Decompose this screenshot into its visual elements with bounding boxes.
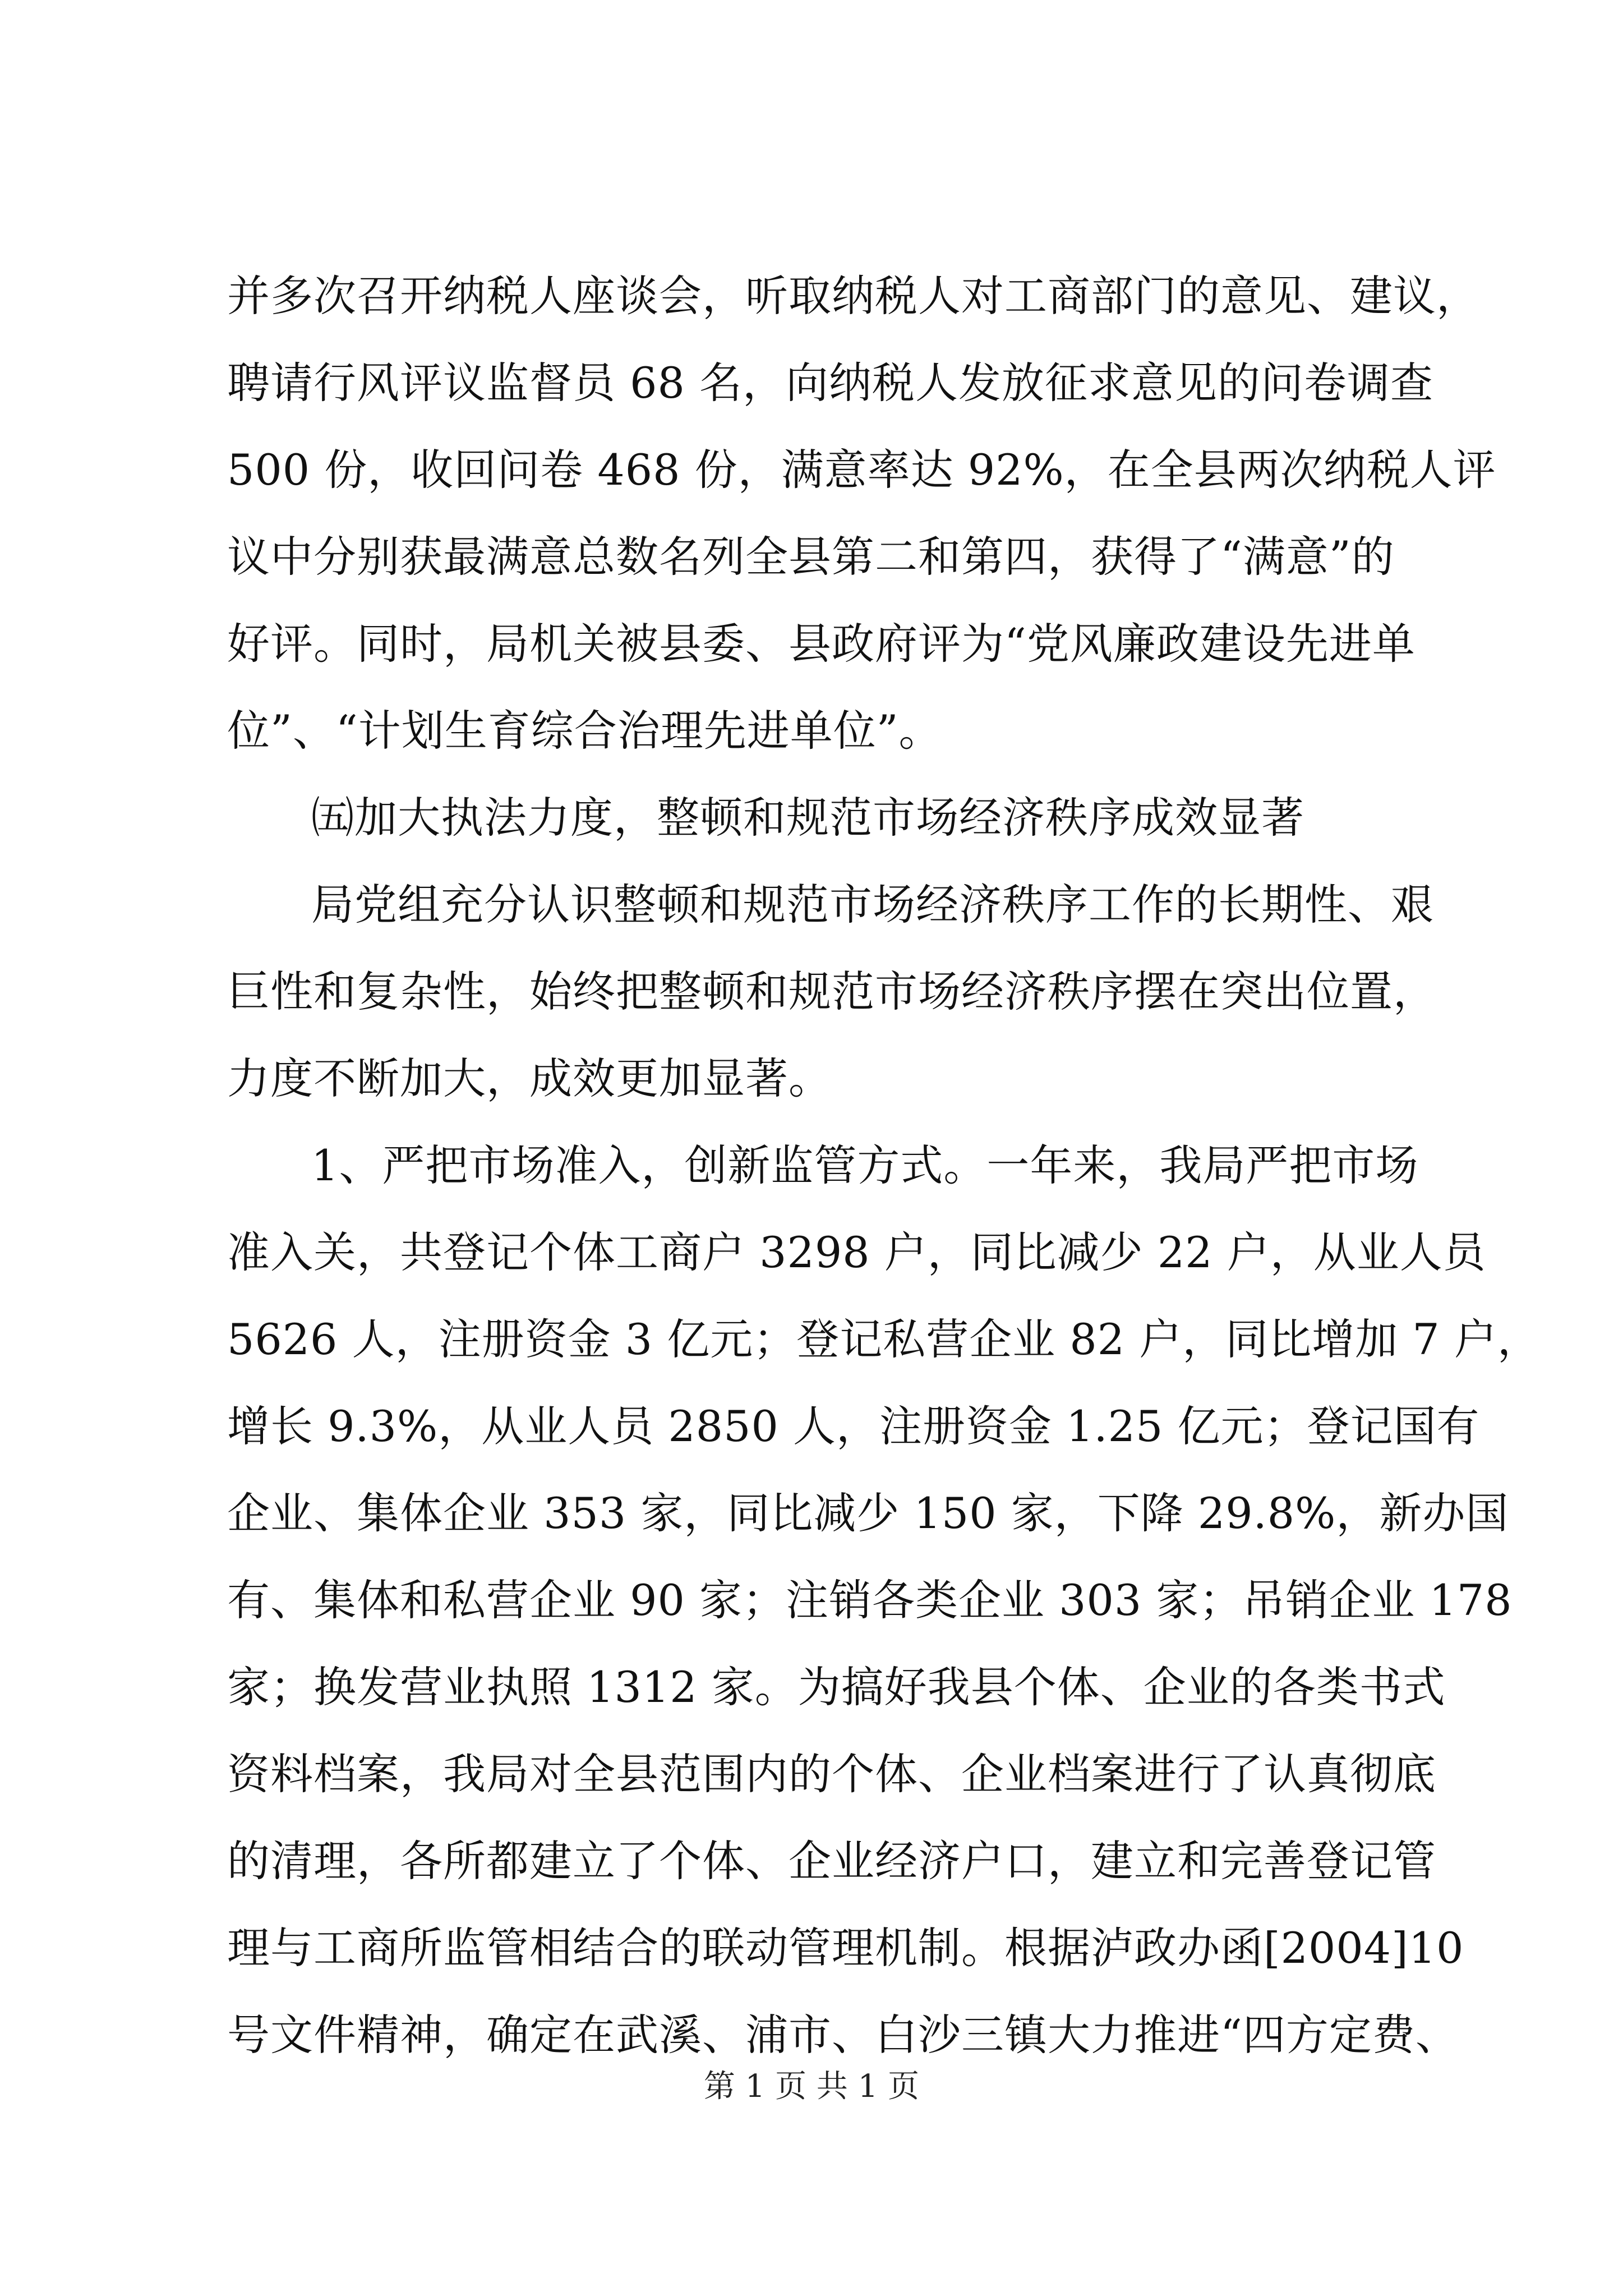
text-line: 理与工商所监管相结合的联动管理机制。根据泸政办函[2004]10 xyxy=(227,1923,1464,1973)
text-line: 聘请行风评议监督员 68 名，向纳税人发放征求意见的问卷调查 xyxy=(227,358,1434,408)
text-line: 巨性和复杂性，始终把整顿和规范市场经济秩序摆在突出位置， xyxy=(227,967,1436,1016)
text-line: 的清理，各所都建立了个体、企业经济户口，建立和完善登记管 xyxy=(227,1836,1436,1886)
text-line: 500 份，收回问卷 468 份，满意率达 92%，在全县两次纳税人评 xyxy=(227,445,1496,495)
text-line: 局党组充分认识整顿和规范市场经济秩序工作的长期性、艰 xyxy=(311,880,1434,930)
document-body xyxy=(227,252,1541,2078)
section-heading: ㈤加大执法力度，整顿和规范市场经济秩序成效显著 xyxy=(311,793,1304,843)
text-line: 号文件精神，确定在武溪、浦市、白沙三镇大力推进“四方定费、 xyxy=(227,2010,1459,2060)
text-line: 并多次召开纳税人座谈会，听取纳税人对工商部门的意见、建议， xyxy=(227,271,1479,321)
text-line: 资料档案，我局对全县范围内的个体、企业档案进行了认真彻底 xyxy=(227,1749,1436,1799)
text-line: 准入关，共登记个体工商户 3298 户，同比减少 22 户，从业人员 xyxy=(227,1227,1486,1277)
text-line: 议中分别获最满意总数名列全县第二和第四，获得了“满意”的 xyxy=(227,532,1395,582)
text-line: 1、严把市场准入，创新监管方式。一年来，我局严把市场 xyxy=(311,1140,1419,1190)
text-line: 好评。同时，局机关被县委、县政府评为“党风廉政建设先进单 xyxy=(227,619,1415,669)
text-line: 有、集体和私营企业 90 家；注销各类企业 303 家；吊销企业 178 xyxy=(227,1575,1513,1625)
page-footer: 第 1 页 共 1 页 xyxy=(703,2068,920,2105)
text-line: 5626 人，注册资金 3 亿元；登记私营企业 82 户，同比增加 7 户， xyxy=(227,1314,1541,1364)
text-line: 家；换发营业执照 1312 家。为搞好我县个体、企业的各类书式 xyxy=(227,1662,1446,1712)
text-line: 增长 9.3%，从业人员 2850 人，注册资金 1.25 亿元；登记国有 xyxy=(227,1401,1480,1451)
text-line: 企业、集体企业 353 家，同比减少 150 家，下降 29.8%，新办国 xyxy=(227,1488,1509,1538)
text-line: 位”、“计划生育综合治理先进单位”。 xyxy=(227,706,942,756)
text-line: 力度不断加大，成效更加显著。 xyxy=(227,1053,832,1103)
